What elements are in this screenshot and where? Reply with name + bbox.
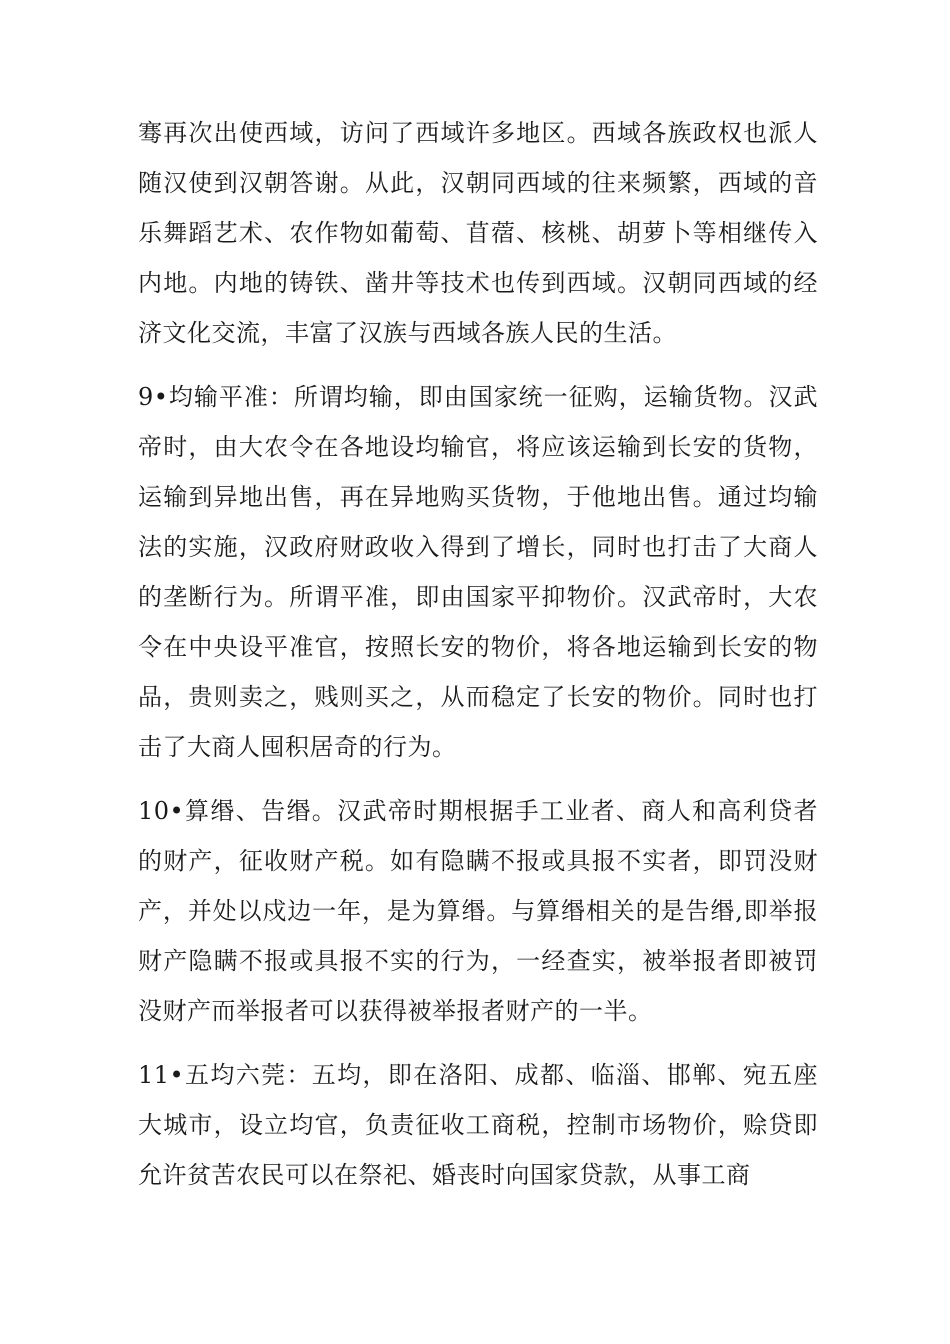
paragraph-item-11-wujun-liuguan: 11•五均六莞：五均，即在洛阳、成都、临淄、邯郸、宛五座大城市，设立均官，负责征收工商税，控制市场物价，赊贷即允许贫苦农民可以在祭祀、婚丧时向国家贷款，从事工商 bbox=[138, 1061, 818, 1189]
document-body bbox=[138, 108, 818, 1200]
paragraph-item-9-junshu-pingzhun: 9•均输平准：所谓均输，即由国家统一征购，运输货物。汉武帝时，由大农令在各地设均输官，将应该运输到长安的货物，运输到异地出售，再在异地购买货物，于他地出售。通过均输法的实施，汉政府财政收入得到了增长，同时也打击了大商人的垄断行为。所谓平准，即由国家平抑物价。汉武帝时，大农令在中央设平准官，按照长安的物价，将各地运输到长安的物品，贵则卖之，贱则买之，从而稳定了长安的物价。同时也打击了大商人囤积居奇的行为。 bbox=[138, 383, 818, 761]
paragraph-xiyu-exchange: 骞再次出使西域，访问了西域许多地区。西域各族政权也派人随汉使到汉朝答谢。从此，汉朝同西域的往来频繁，西域的音乐舞蹈艺术、农作物如葡萄、苜蓿、核桃、胡萝卜等相继传入内地。内地的铸铁、凿井等技术也传到西域。汉朝同西域的经济文化交流，丰富了汉族与西域各族人民的生活。 bbox=[138, 119, 818, 347]
paragraph-item-10-suanmin-gaomin: 10•算缗、告缗。汉武帝时期根据手工业者、商人和高利贷者的财产，征收财产税。如有隐瞒不报或具报不实者，即罚没财产，并处以戍边一年，是为算缗。与算缗相关的是告缗,即举报财产隐瞒不报或具报不实的行为，一经查实，被举报者即被罚没财产而举报者可以获得被举报者财产的一半。 bbox=[138, 797, 818, 1025]
